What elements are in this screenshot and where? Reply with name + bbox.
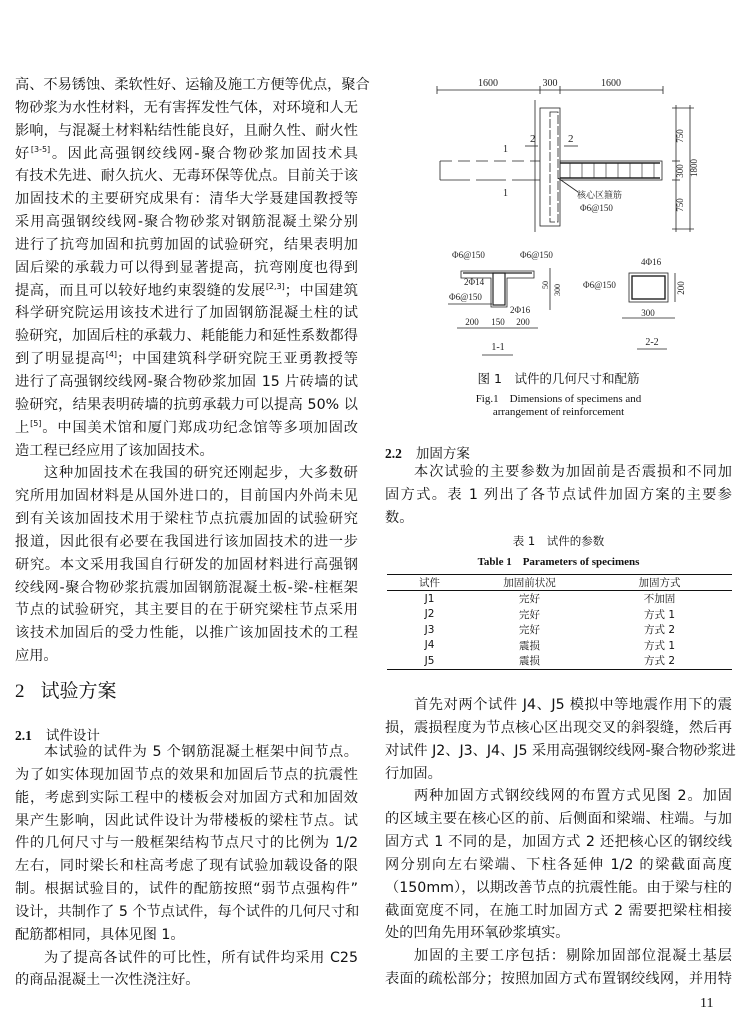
text-segment: 这种加固技术在我国的研究还刚起步，大多数研 <box>44 465 358 482</box>
text-line <box>15 810 358 833</box>
text-line <box>385 763 732 786</box>
text-line <box>15 97 358 120</box>
text-line <box>385 854 732 877</box>
stirrup-label: Φ6@150 <box>449 292 482 302</box>
dim-w1-label: 200 <box>465 317 479 327</box>
text-segment: 件的几何尺寸与一般框架结构节点尺寸的比例为 1/2 <box>15 835 358 852</box>
text-segment: 研究。本文采用我国自行研发的加固材料进行高强钢 <box>15 556 358 573</box>
citation-ref: [3-5] <box>30 144 51 154</box>
text-segment: 表面的疏松部分；按照加固方式布置钢绞线网，并用特 <box>385 971 732 988</box>
elevation-view <box>437 78 699 232</box>
text-line <box>15 325 358 348</box>
text-line <box>15 394 358 417</box>
dim-beam-label: 300 <box>675 164 685 178</box>
text-line <box>15 554 358 577</box>
subsection-title: 试件设计 <box>45 728 100 744</box>
text-segment: 好 <box>15 145 31 162</box>
dim-bottom-label: 750 <box>675 198 685 212</box>
text-segment: 为了提高各试件的可比性，所有试件均采用 C25 <box>44 949 358 966</box>
slab-right-label: Φ6@150 <box>520 250 553 260</box>
text-line <box>15 485 358 508</box>
text-segment: 固后梁的承载力可以得到显著提高，抗弯刚度也得到 <box>15 259 358 276</box>
text-segment: 造工程已经应用了该加固技术。 <box>15 442 214 459</box>
table-cell: 方式 2 <box>587 653 732 669</box>
dim-height-label: 300 <box>553 284 562 296</box>
subsection-number: 2.2 <box>385 446 402 461</box>
table-row <box>387 653 732 669</box>
dim-w2-label: 150 <box>491 317 505 327</box>
text-line <box>15 348 358 371</box>
right-column-intro <box>385 461 732 530</box>
text-line <box>385 507 732 530</box>
text-line <box>15 462 358 485</box>
column-header: 加固前状况 <box>472 575 587 591</box>
text-line <box>385 484 732 507</box>
table-cell: 不加固 <box>643 593 676 606</box>
text-line <box>385 968 732 991</box>
text-line <box>15 947 358 970</box>
text-segment: 采用高强钢绞线网-聚合物砂浆对钢筋混凝土梁分别 <box>15 214 358 231</box>
table-cell: J1 <box>424 592 435 605</box>
text-line <box>15 257 358 280</box>
text-segment: 到有关该加固技术用于梁柱节点抗震加固的试验研究 <box>15 511 358 528</box>
text-segment: 。因此高强钢绞线网-聚合物砂浆加固技术具 <box>50 145 358 162</box>
text-segment: 固方式。表 1 列出了各节点试件加固方案的主要参 <box>385 486 732 503</box>
table-row <box>387 607 732 623</box>
text-line <box>15 901 358 924</box>
text-segment: 科学研究院运用该技术进行了加固钢筋混凝土柱的试 <box>15 305 358 322</box>
text-line <box>15 924 358 947</box>
text-segment: 的区域主要在核心区的前、后侧面和梁端、柱端。与加 <box>385 811 732 828</box>
column-header: 加固方式 <box>587 575 732 591</box>
section-2-2-title: 2-2 <box>645 337 659 348</box>
text-segment: ；中国建筑科学研究院王亚勇教授等 <box>117 351 358 368</box>
table-cell: J3 <box>424 623 435 636</box>
bottom-bars-label: 2Φ16 <box>510 305 531 315</box>
text-line <box>15 855 358 878</box>
text-line <box>385 808 732 831</box>
text-segment: 到了明显提高 <box>15 351 106 368</box>
text-segment: 绞线网-聚合物砂浆抗震加固钢筋混凝土板-梁-柱框架 <box>15 579 358 596</box>
table-cell: 完好 <box>519 624 540 637</box>
text-line <box>15 302 358 325</box>
text-segment: 进行了高强钢绞线网-聚合物砂浆加固 15 片砖墙的试 <box>15 373 358 390</box>
text-line <box>15 234 358 257</box>
cut-2-right: 2 <box>568 133 574 145</box>
dim-w-label: 300 <box>641 308 655 318</box>
text-segment: 上 <box>15 419 31 436</box>
text-line <box>385 922 732 945</box>
text-segment: 为了如实体现加固节点的效果和加固后节点的抗震性 <box>15 766 358 783</box>
text-segment: 损，震损程度为节点核心区出现交叉的斜裂缝，然后再 <box>385 719 732 736</box>
text-line <box>15 120 358 143</box>
table-cell: 完好 <box>519 608 540 621</box>
figure-caption-en-2: arrangement of reinforcement <box>492 406 625 418</box>
dim-h-label: 200 <box>676 281 686 295</box>
table-cell: 震损 <box>472 653 587 669</box>
text-line <box>385 740 736 763</box>
text-segment: 该技术加固后的受力性能，以推广该加固技术的工程 <box>15 625 358 642</box>
text-segment: 设计，共制作了 5 个节点试件，每个试件的几何尺寸和 <box>15 903 360 920</box>
text-line <box>15 969 358 992</box>
dim-total-label: 1800 <box>689 159 699 177</box>
table-row <box>387 622 732 638</box>
right-column-body <box>385 694 736 991</box>
text-segment: 验研究，加固后柱的承载力、耗能能力和延性系数都得 <box>15 328 358 345</box>
table-cell: 方式 1 <box>643 608 676 621</box>
table-title-cn: 表 1 试件的参数 <box>512 534 605 548</box>
parameters-table <box>387 574 732 670</box>
text-segment: 固方式 1 不同的是，加固方式 2 还把核心区的钢绞线 <box>385 834 732 851</box>
text-segment: 对试件 J2、J3、J4、J5 采用高强钢绞线网-聚合物砂浆进 <box>385 742 736 759</box>
table-cell: J4 <box>424 639 435 652</box>
figure-caption-cn: 图 1 试件的几何尺寸和配筋 <box>477 371 640 386</box>
text-segment: 进行了抗弯加固和抗剪加固的试验研究，结果表明加 <box>15 236 358 253</box>
page-number: 11 <box>700 996 714 1011</box>
text-line <box>15 371 358 394</box>
figure-1-drawing <box>385 70 735 360</box>
text-line <box>15 645 358 668</box>
dim-left-label: 1600 <box>478 78 498 89</box>
text-line <box>385 877 732 900</box>
table-cell: J5 <box>387 653 472 669</box>
text-segment: 。中国美术馆和厦门郑成功纪念馆等多项加固改 <box>41 419 358 436</box>
text-line <box>15 188 358 211</box>
text-segment: 配筋都相同，具体见图 1。 <box>15 926 185 943</box>
cut-1-top: 1 <box>503 144 508 155</box>
text-segment: 两种加固方式钢绞线网的布置方式见图 2。加固 <box>414 788 732 805</box>
cut-2-left: 2 <box>530 133 536 145</box>
text-line <box>15 280 358 303</box>
text-line <box>15 143 358 166</box>
text-line <box>15 74 370 97</box>
text-segment: （150mm），以期改善节点的抗震性能。由于梁与柱的 <box>385 879 732 896</box>
core-stirrup-label: 核心区箍筋 <box>577 190 623 200</box>
text-segment: 加固的主要工序包括：剔除加固部位混凝土基层 <box>414 948 732 965</box>
left-column-intro <box>15 74 370 668</box>
text-segment: 制。根据试验目的，试件的配筋按照“弱节点强构件” <box>15 881 358 898</box>
table-cell: 震损 <box>519 639 540 652</box>
cut-1-bottom: 1 <box>503 188 508 199</box>
text-segment: 网分别向左右梁端、下柱各延伸 1/2 的梁截面高度 <box>385 856 732 873</box>
text-segment: 验研究，结果表明砖墙的抗剪承载力可以提高 50% 以 <box>15 396 358 413</box>
text-line <box>385 461 732 484</box>
text-segment: 数。 <box>385 509 414 526</box>
section-number: 2 <box>15 681 25 702</box>
text-line <box>15 599 358 622</box>
text-segment: 高、不易锈蚀、柔软性好、运输及施工方便等优点，聚合 <box>15 77 370 93</box>
subsection-number: 2.1 <box>15 728 32 743</box>
text-segment: 本试验的试件为 5 个钢筋混凝土框架中间节点。 <box>44 744 358 760</box>
table-cell: 方式 1 <box>643 639 676 652</box>
dim-top-label: 750 <box>675 129 685 143</box>
text-line <box>15 531 358 554</box>
section-title: 试验方案 <box>40 680 117 702</box>
text-segment: 影响，与混凝土材料粘结性能良好，且耐久性、耐火性 <box>15 122 358 139</box>
text-line <box>385 945 732 968</box>
text-line <box>15 764 358 787</box>
text-line <box>15 417 358 440</box>
text-line <box>385 785 732 808</box>
text-line <box>15 622 358 645</box>
text-segment: 物砂浆为水性材料，无有害挥发性气体，对环境和人无 <box>15 99 358 116</box>
text-segment: 行加固。 <box>385 765 442 782</box>
text-segment: 报道，因此很有必要在我国进行该加固技术的进一步 <box>15 533 358 550</box>
subsection-heading-2-2 <box>385 442 470 462</box>
column-header: 试件 <box>387 575 472 591</box>
table-row <box>387 591 732 607</box>
text-line <box>15 787 358 810</box>
text-line <box>385 694 732 717</box>
core-stirrup-spec: Φ6@150 <box>580 203 613 213</box>
citation-ref: [4] <box>105 350 118 360</box>
text-segment: 截面宽度不同，在施工时加固方式 2 需要把梁柱相接 <box>385 902 732 919</box>
text-line <box>385 831 732 854</box>
text-segment: 能，考虑到实际工程中的楼板会对加固方式和加固效 <box>15 789 358 806</box>
text-line <box>15 165 358 188</box>
table-cell: 完好 <box>519 593 540 606</box>
table-title-en: Table 1 Parameters of specimens <box>477 556 640 568</box>
stirrup-label: Φ6@150 <box>583 280 616 290</box>
bars-label: 4Φ16 <box>641 257 662 267</box>
text-segment: 首先对两个试件 J4、J5 模拟中等地震作用下的震 <box>414 697 732 713</box>
text-segment: 果产生影响，因此试件设计为带楼板的梁柱节点。试 <box>15 812 358 829</box>
text-segment: 本次试验的主要参数为加固前是否震损和不同加 <box>414 464 732 480</box>
text-segment: 节点的试验研究，其主要目的在于研究梁柱节点采用 <box>15 602 358 619</box>
table-cell: J2 <box>424 608 435 621</box>
dim-mid-label: 300 <box>542 78 558 89</box>
text-line <box>15 741 358 764</box>
text-line <box>15 832 358 855</box>
text-segment: 有技术先进、耐久抗火、无毒环保等优点。目前关于该 <box>15 168 358 185</box>
dim-w3-label: 200 <box>516 317 530 327</box>
left-column-design <box>15 741 358 992</box>
section-1-1 <box>448 250 562 355</box>
text-segment: 左右，同时梁长和柱高考虑了现有试验加载设备的限 <box>15 858 358 875</box>
text-segment: 处的凹角先用环氧砂浆填实。 <box>385 925 570 942</box>
figure-caption-en-1: Fig.1 Dimensions of specimens and <box>475 393 642 405</box>
text-segment: 究所用加固材料是从国外进口的，目前国内外尚未见 <box>15 488 358 505</box>
dim-slab-label: 50 <box>541 281 550 289</box>
citation-ref: [5] <box>30 418 42 428</box>
dim-right-label: 1600 <box>601 78 621 89</box>
text-line <box>15 878 358 901</box>
section-2-2 <box>583 257 686 349</box>
text-segment: 应用。 <box>15 648 58 665</box>
table-row <box>387 638 732 654</box>
text-line <box>15 440 358 463</box>
table-header-row <box>387 575 732 591</box>
text-segment: 的商品混凝土一次性浇注好。 <box>15 972 200 989</box>
table-cell: 方式 2 <box>643 624 676 637</box>
section-heading <box>15 676 117 703</box>
text-segment: 加固技术的主要研究成果有：清华大学聂建国教授等 <box>15 191 358 208</box>
text-line <box>15 211 358 234</box>
text-segment: 提高，而且可以较好地约束裂缝的发展 <box>15 282 266 299</box>
slab-left-label: Φ6@150 <box>452 250 485 260</box>
text-line <box>385 717 732 740</box>
citation-ref: [2,3] <box>265 281 285 291</box>
section-1-1-title: 1-1 <box>491 342 505 353</box>
right-beam <box>560 161 662 180</box>
text-line <box>15 577 358 600</box>
subsection-title: 加固方案 <box>415 446 470 462</box>
text-line <box>15 508 358 531</box>
top-bars-label: 2Φ14 <box>464 277 485 287</box>
text-segment: ；中国建筑 <box>284 282 358 299</box>
text-line <box>385 900 732 923</box>
